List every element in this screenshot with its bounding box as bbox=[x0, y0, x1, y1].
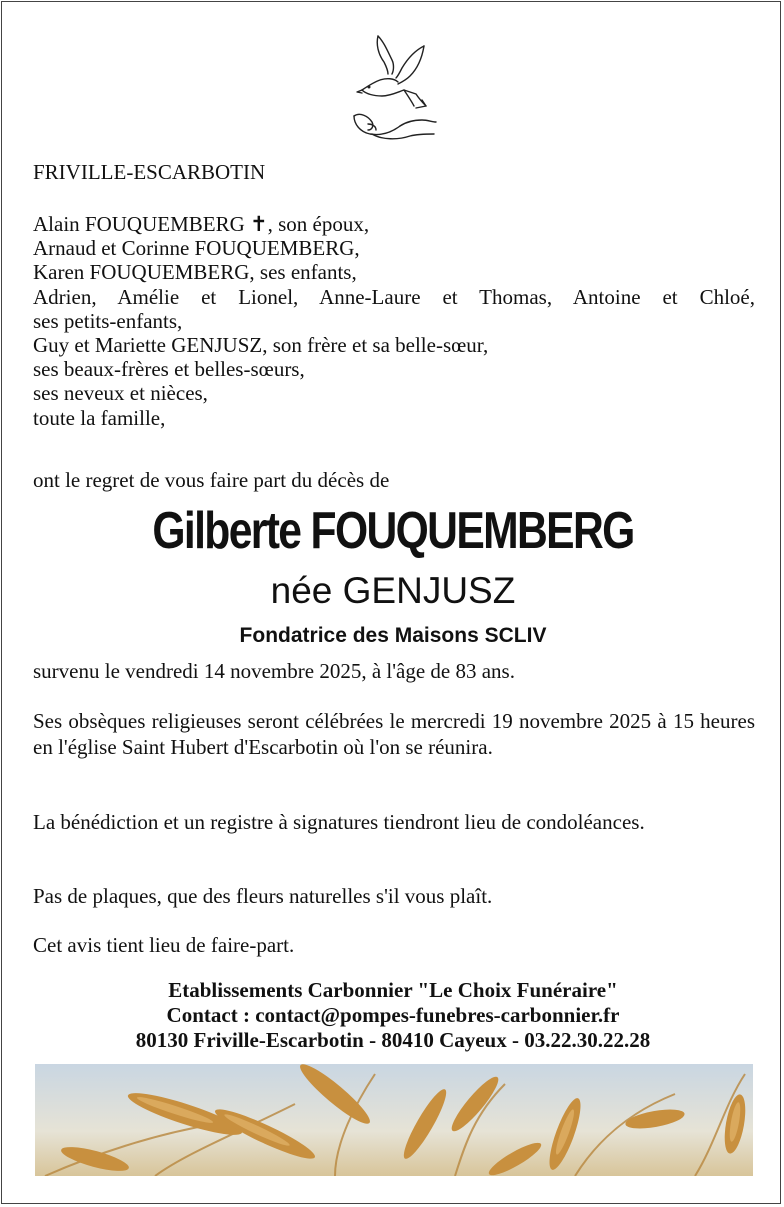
spouse-relation: , son époux, bbox=[267, 212, 370, 236]
deceased-title: Fondatrice des Maisons SCLIV bbox=[239, 624, 547, 647]
address-line: 80130 Friville-Escarbotin - 80410 Cayeux - 03.22.30.22.28 bbox=[135, 1028, 651, 1052]
funeral-text: Ses obsèques religieuses seront célébrées le mercredi 19 novembre 2025 à 15 heures en l'église Saint Hubert d'Escarbotin où l'on se réunira. bbox=[33, 709, 755, 759]
notice-text: Cet avis tient lieu de faire-part. bbox=[33, 933, 295, 957]
family-line: Karen FOUQUEMBERG, ses enfants, bbox=[33, 260, 357, 285]
family-list bbox=[33, 212, 755, 430]
funeral-home-info bbox=[2, 978, 784, 1053]
contact-line: Contact : contact@pompes-funebres-carbonnier.fr bbox=[166, 1003, 620, 1027]
family-line: Arnaud et Corinne FOUQUEMBERG, bbox=[33, 236, 360, 261]
family-line: Adrien, Amélie et Lionel, Anne-Laure et Thomas, Antoine et Chloé, bbox=[33, 284, 755, 309]
maiden-name: née GENJUSZ bbox=[270, 570, 516, 611]
deceased-name: Gilberte FOUQUEMBERG bbox=[152, 502, 634, 560]
place-name: FRIVILLE-ESCARBOTIN bbox=[33, 160, 266, 184]
death-date-text: survenu le vendredi 14 novembre 2025, à l'âge de 83 ans. bbox=[33, 659, 515, 683]
family-line: ses beaux-frères et belles-sœurs, bbox=[33, 357, 305, 382]
blessing-text: La bénédiction et un registre à signatures tiendront lieu de condoléances. bbox=[33, 810, 645, 834]
announcement-intro: ont le regret de vous faire part du décès de bbox=[33, 468, 390, 492]
flowers-text: Pas de plaques, que des fleurs naturelles s'il vous plaît. bbox=[33, 884, 493, 908]
family-line: ses petits-enfants, bbox=[33, 308, 183, 333]
obituary-notice bbox=[1, 1, 781, 1204]
dove-and-hands-icon bbox=[342, 30, 442, 146]
spouse-name: Alain FOUQUEMBERG bbox=[33, 212, 251, 236]
wheat-field-image bbox=[35, 1064, 753, 1176]
family-line: toute la famille, bbox=[33, 405, 166, 430]
family-line: Guy et Mariette GENJUSZ, son frère et sa belle-sœur, bbox=[33, 333, 489, 358]
cross-icon: ✝ bbox=[250, 212, 268, 236]
family-line: ses neveux et nièces, bbox=[33, 381, 208, 406]
family-line-spouse bbox=[33, 212, 755, 236]
company-name: Etablissements Carbonnier "Le Choix Funéraire" bbox=[168, 978, 618, 1002]
